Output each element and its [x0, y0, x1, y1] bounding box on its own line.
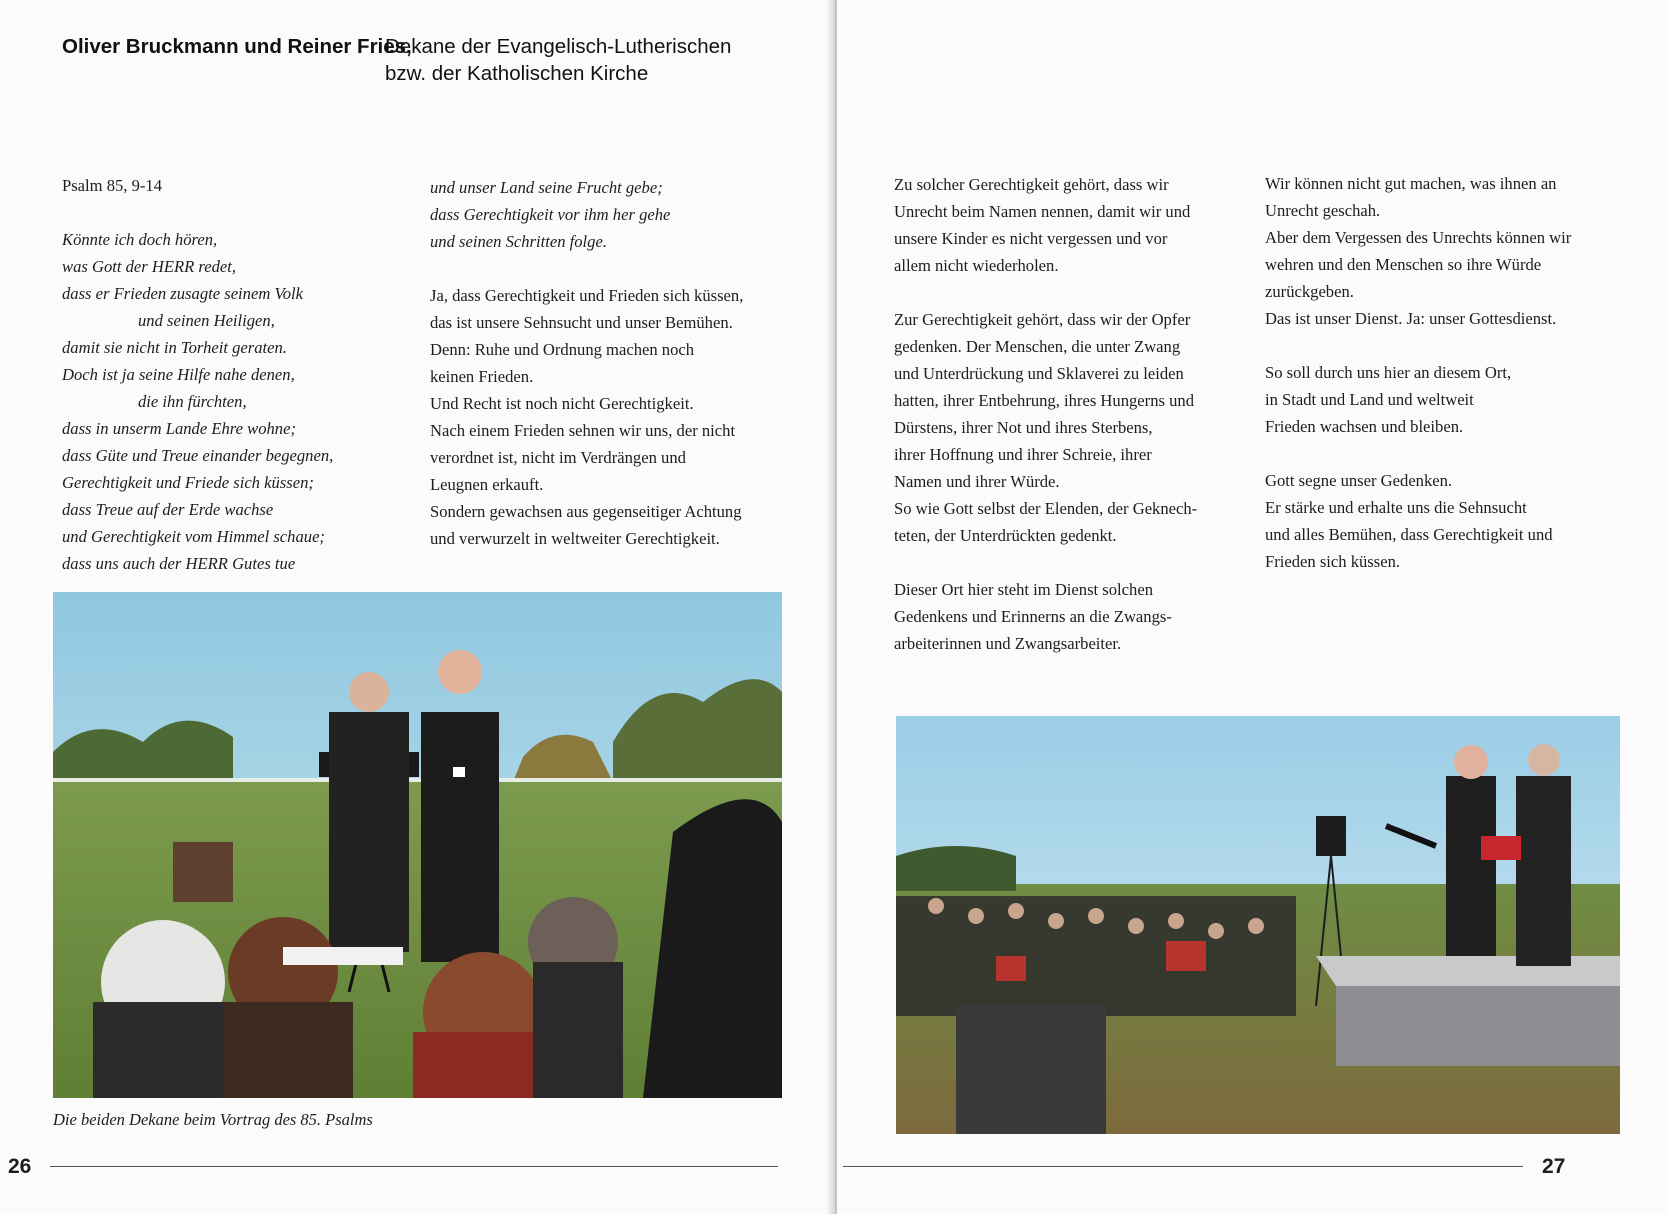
spacer	[894, 549, 1197, 576]
body-line: zurückgeben.	[1265, 282, 1354, 301]
psalm-line: damit sie nicht in Torheit geraten.	[62, 338, 287, 357]
psalm-line: dass er Frieden zusagte seinem Volk	[62, 284, 304, 303]
body-line: ihrer Hoffnung und ihrer Schreie, ihrer	[894, 445, 1152, 464]
photo-caption: Die beiden Dekane beim Vortrag des 85. Psalms	[53, 1110, 373, 1129]
page-number-right: 27	[1542, 1155, 1566, 1178]
body-line: Unrecht geschah.	[1265, 201, 1381, 220]
spacer	[1265, 440, 1571, 467]
author-names: Oliver Bruckmann und Reiner Fries,	[62, 35, 412, 58]
psalm-line: dass Treue auf der Erde wachse	[62, 500, 274, 519]
psalm-line: dass Gerechtigkeit vor ihm her gehe	[430, 205, 671, 224]
body-line: Frieden sich küssen.	[1265, 552, 1401, 571]
body-line: Aber dem Vergessen des Unrechts können wir	[1265, 228, 1572, 247]
photo-deans-reading-psalm	[53, 592, 782, 1098]
author-role-line2: bzw. der Katholischen Kirche	[385, 62, 649, 85]
body-line: So wie Gott selbst der Elenden, der Geknech-	[894, 499, 1198, 518]
body-line: und alles Bemühen, dass Gerechtigkeit und	[1265, 525, 1553, 544]
body-line: verordnet ist, nicht im Verdrängen und	[430, 448, 686, 467]
body-line: Gott segne unser Gedenken.	[1265, 471, 1453, 490]
psalm-line: Gerechtigkeit und Friede sich küssen;	[62, 473, 314, 492]
body-line: unsere Kinder es nicht vergessen und vor	[894, 229, 1168, 248]
photo-audience-and-stage	[896, 716, 1620, 1134]
body-line: Zu solcher Gerechtigkeit gehört, dass wir	[894, 175, 1169, 194]
body-line: Namen und ihrer Würde.	[894, 472, 1060, 491]
spacer	[894, 279, 1197, 306]
body-line: wehren und den Menschen so ihre Würde	[1265, 255, 1542, 274]
reflection-column	[430, 174, 743, 552]
body-line: Unrecht beim Namen nennen, damit wir und	[894, 202, 1191, 221]
body-line: Frieden wachsen und bleiben.	[1265, 417, 1464, 436]
psalm-reference: Psalm 85, 9-14	[62, 176, 163, 195]
right-column-1	[894, 171, 1197, 657]
spacer	[1265, 332, 1571, 359]
psalm-line: und seinen Heiligen,	[138, 311, 275, 330]
author-role-line1: Dekane der Evangelisch-Lutherischen	[385, 35, 732, 58]
psalm-line: und seinen Schritten folge.	[430, 232, 607, 251]
psalm-line: was Gott der HERR redet,	[62, 257, 237, 276]
body-line: Gedenkens und Erinnerns an die Zwangs-	[894, 607, 1172, 626]
body-line: Er stärke und erhalte uns die Sehnsucht	[1265, 498, 1527, 517]
body-line: keinen Frieden.	[430, 367, 534, 386]
spacer	[62, 199, 333, 226]
page-number-left: 26	[8, 1155, 32, 1178]
body-line: Sondern gewachsen aus gegenseitiger Achtung	[430, 502, 742, 521]
psalm-line: Könnte ich doch hören,	[62, 230, 218, 249]
footer-rule	[50, 1166, 778, 1167]
body-line: Wir können nicht gut machen, was ihnen an	[1265, 174, 1557, 193]
psalm-line: und unser Land seine Frucht gebe;	[430, 178, 663, 197]
psalm-line: Doch ist ja seine Hilfe nahe denen,	[62, 365, 295, 384]
body-line: Dürstens, ihrer Not und ihres Sterbens,	[894, 418, 1153, 437]
body-line: Zur Gerechtigkeit gehört, dass wir der Opfer	[894, 310, 1191, 329]
spacer	[430, 255, 743, 282]
psalm-line: und Gerechtigkeit vom Himmel schaue;	[62, 527, 325, 546]
body-line: in Stadt und Land und weltweit	[1265, 390, 1474, 409]
body-line: arbeiterinnen und Zwangsarbeiter.	[894, 634, 1122, 653]
body-line: Nach einem Frieden sehnen wir uns, der nicht	[430, 421, 736, 440]
body-line: und verwurzelt in weltweiter Gerechtigkeit.	[430, 529, 720, 548]
body-line: gedenken. Der Menschen, die unter Zwang	[894, 337, 1181, 356]
body-line: hatten, ihrer Entbehrung, ihres Hungerns und	[894, 391, 1194, 410]
psalm-line: dass in unserm Lande Ehre wohne;	[62, 419, 296, 438]
body-line: Dieser Ort hier steht im Dienst solchen	[894, 580, 1153, 599]
body-line: allem nicht wiederholen.	[894, 256, 1059, 275]
psalm-line: dass Güte und Treue einander begegnen,	[62, 446, 334, 465]
psalm-line: die ihn fürchten,	[138, 392, 247, 411]
body-line: Und Recht ist noch nicht Gerechtigkeit.	[430, 394, 694, 413]
body-line: Das ist unser Dienst. Ja: unser Gottesdienst.	[1265, 309, 1557, 328]
footer-rule	[843, 1166, 1523, 1167]
body-line: So soll durch uns hier an diesem Ort,	[1265, 363, 1512, 382]
body-line: teten, der Unterdrückten gedenkt.	[894, 526, 1117, 545]
body-line: Leugnen erkauft.	[430, 475, 544, 494]
photo-illustration	[53, 592, 782, 1098]
body-line: Ja, dass Gerechtigkeit und Frieden sich küssen,	[430, 286, 744, 305]
reflection-text	[430, 282, 743, 552]
body-line: das ist unsere Sehnsucht und unser Bemühen.	[430, 313, 733, 332]
psalm-column	[62, 172, 333, 577]
body-line: Denn: Ruhe und Ordnung machen noch	[430, 340, 695, 359]
body-line: und Unterdrückung und Sklaverei zu leiden	[894, 364, 1184, 383]
psalm-continuation	[430, 174, 743, 255]
photo-illustration	[896, 716, 1620, 1134]
page-right	[837, 0, 1669, 1214]
right-column-2	[1265, 170, 1571, 575]
psalm-text	[62, 226, 333, 577]
psalm-line: dass uns auch der HERR Gutes tue	[62, 554, 296, 573]
